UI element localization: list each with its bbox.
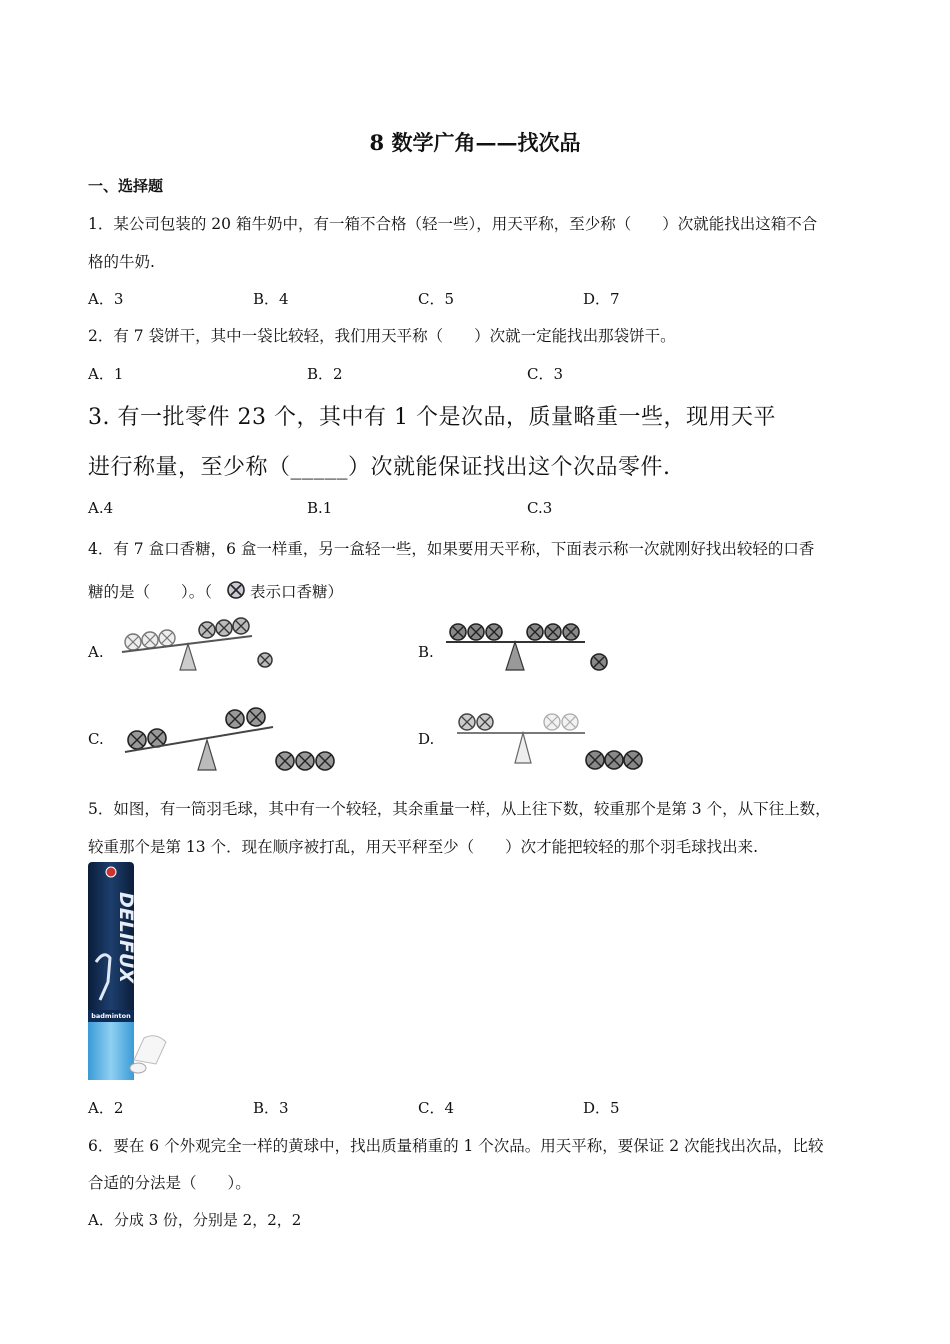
gum-symbol-icon [226,580,246,600]
q3-text-line2: 进行称量，至少称（_____）次就能保证找出这个次品零件. [88,455,671,480]
q1-option-b: B．4 [253,290,289,308]
tube-sub-text: badminton [91,1012,131,1020]
q2-text: 2．有 7 袋饼干，其中一袋比较轻，我们用天平称（ ）次就一定能找出那袋饼干。 [88,327,676,345]
balance-d-illustration [455,705,645,780]
q2-option-b: B．2 [307,365,343,383]
q3-option-b: B.1 [307,499,333,517]
q4-text-line2-post: 表示口香糖） [250,583,344,601]
q4-text-line2-pre: 糖的是（ ）。（ [88,583,213,601]
q1-option-c: C．5 [418,290,455,308]
q4-label-a: A. [88,643,104,661]
balance-c-illustration [115,700,345,780]
q5-text-line1: 5．如图，有一筒羽毛球，其中有一个较轻，其余重量一样，从上往下数，较重那个是第 3 个，从下往上数， [88,800,831,818]
q6-text-line1: 6．要在 6 个外观完全一样的黄球中，找出质量稍重的 1 个次品。用天平称，要保证 2 次能找出次品，比较 [88,1137,824,1155]
q4-label-d: D. [418,730,435,748]
q1-option-d: D．7 [583,290,620,308]
q4-text-line1: 4．有 7 盒口香糖，6 盒一样重，另一盒轻一些，如果要用天平称，下面表示称一次就刚好找出较轻的口香 [88,540,815,558]
balance-a-illustration [110,605,290,675]
q5-option-b: B．3 [253,1099,289,1117]
q1-text-line2: 格的牛奶. [88,253,155,271]
tube-brand-text: DELIFUX [115,892,137,983]
q6-option-a: A．分成 3 份，分别是 2，2，2 [88,1211,302,1229]
q2-option-a: A．1 [88,365,124,383]
balance-b-illustration [440,612,620,677]
q5-option-d: D．5 [583,1099,620,1117]
q1-option-a: A．3 [88,290,124,308]
shuttlecock-tube-image [86,862,176,1084]
q4-label-b: B. [418,643,434,661]
q6-text-line2: 合适的分法是（ ）。 [88,1174,251,1192]
q3-option-a: A.4 [88,499,114,517]
q5-option-c: C．4 [418,1099,455,1117]
q3-text-line1: 3. 有一批零件 23 个，其中有 1 个是次品，质量略重一些，现用天平 [88,405,776,430]
q3-option-c: C.3 [527,499,553,517]
q5-option-a: A．2 [88,1099,124,1117]
q2-option-c: C．3 [527,365,564,383]
q4-label-c: C. [88,730,104,748]
q5-text-line2: 较重那个是第 13 个．现在顺序被打乱，用天平秤至少（ ）次才能把较轻的那个羽毛球找出来. [88,838,759,856]
q1-text-line1: 1．某公司包装的 20 箱牛奶中，有一箱不合格（轻一些），用天平称，至少称（ ）次就能找出这箱不合 [88,215,818,233]
section-heading: 一、选择题 [88,177,164,195]
page-title: 8 数学广角——找次品 [369,130,581,155]
